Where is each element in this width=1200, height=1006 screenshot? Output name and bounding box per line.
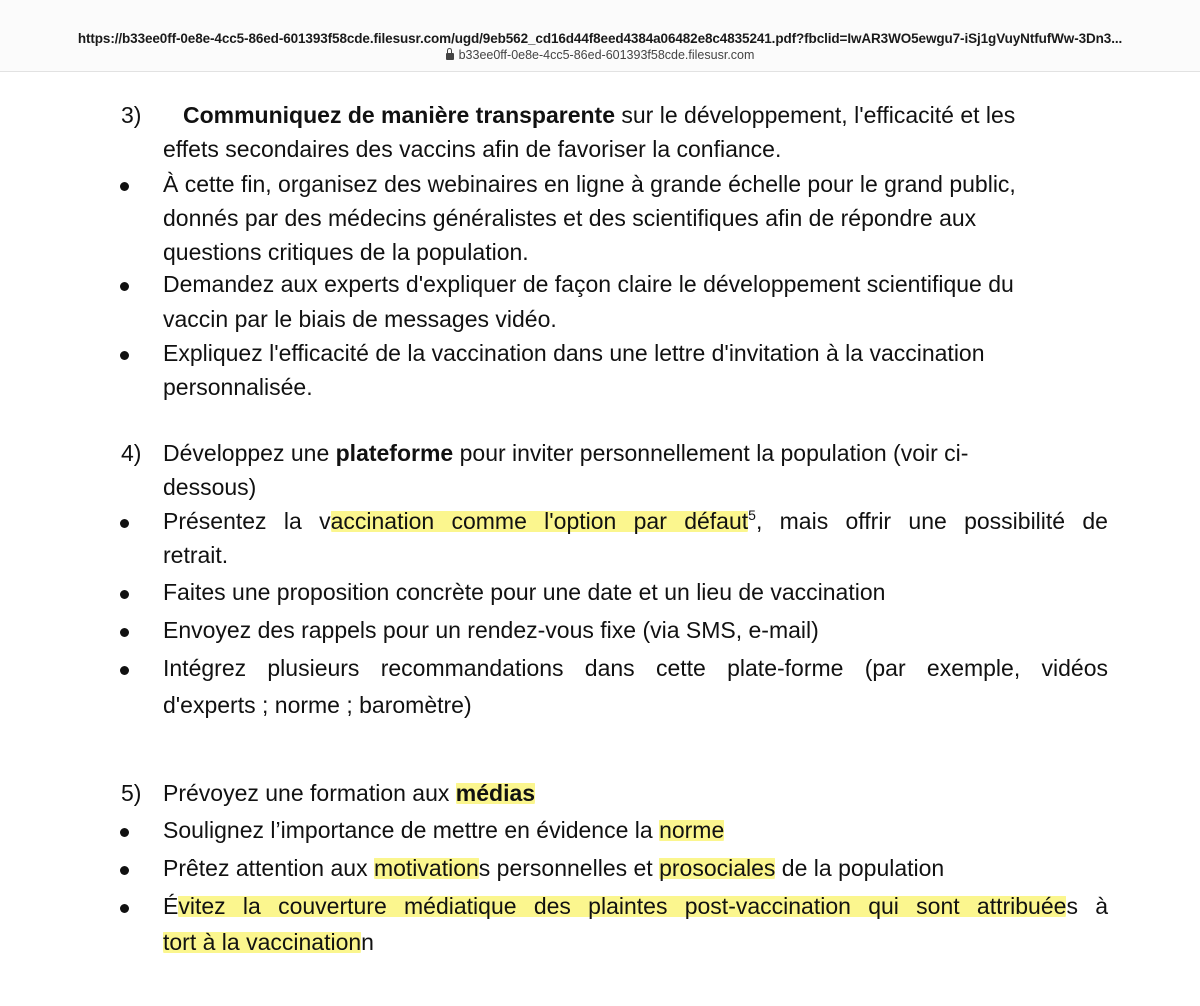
section-3-heading-bold: Communiquez de manière transparente	[183, 102, 615, 128]
section-4-heading-bold: plateforme	[335, 440, 454, 466]
url-text[interactable]: https://b33ee0ff-0e8e-4cc5-86ed-601393f58cde.filesusr.com/ugd/9eb562_cd16d44f8eed4384a06482e8c4835241.pdf?fbclid=IwAR3WO5ewgu7-iSj1gVuyNtfufWw-3Dn3...	[77, 31, 1123, 46]
section-5-bullet-2-post: de la population	[775, 855, 945, 881]
highlight-prosociales: prosociales	[659, 855, 776, 881]
section-3-bullet-1-line-3: questions critiques de la population.	[163, 239, 529, 265]
section-3-bullet-3-line-2: personnalisée.	[163, 374, 313, 400]
section-3-bullet-2-line-1: Demandez aux experts d'expliquer de façon claire le développement scientifique du	[163, 271, 1014, 297]
section-4-bullet-1-line-2: retrait.	[163, 542, 229, 568]
section-3-bullet-2-line-2: vaccin par le biais de messages vidéo.	[163, 306, 557, 332]
bullet-dot	[120, 628, 129, 637]
section-4-bullet-3: Envoyez des rappels pour un rendez-vous fixe (via SMS, e-mail)	[163, 617, 819, 643]
section-4-bullet-1-pre: Présentez la v	[163, 508, 331, 534]
url-domain	[0, 48, 1200, 62]
section-4-bullet-1-post: , mais offrir une possibilité de	[755, 508, 1108, 534]
highlight-norme: norme	[659, 817, 725, 843]
highlight-couverture-mediatique: vitez la couverture médiatique des plaintes post-vaccination qui sont attribuée	[178, 893, 1067, 919]
bullet-dot	[120, 666, 129, 675]
section-4-bullet-2: Faites une proposition concrète pour une date et un lieu de vaccination	[163, 579, 886, 605]
section-5-bullet-3-line-2-post: n	[361, 929, 374, 955]
section-4-heading	[163, 438, 968, 468]
highlight-motivation: motivation	[373, 855, 479, 881]
section-5-bullet-3-post: s à	[1066, 893, 1109, 919]
section-5-bullet-2-mid: s personnelles et	[478, 855, 660, 881]
section-5-bullet-2	[163, 853, 944, 883]
section-3-heading	[183, 100, 1015, 130]
section-5-heading	[163, 778, 535, 808]
bullet-dot	[120, 828, 129, 837]
section-4-heading-line2: dessous)	[163, 474, 257, 500]
section-5-bullet-3-line-2	[163, 927, 374, 957]
footnote-5: 5	[748, 507, 756, 523]
section-5-number: 5)	[121, 780, 142, 806]
browser-address-bar[interactable]	[0, 0, 1200, 72]
section-4-heading-pre: Développez une	[163, 440, 336, 466]
section-5-bullet-1	[163, 815, 724, 845]
bullet-dot	[120, 904, 129, 913]
bullet-dot	[120, 351, 129, 360]
domain-text: b33ee0ff-0e8e-4cc5-86ed-601393f58cde.filesusr.com	[458, 48, 755, 62]
section-4-heading-rest: pour inviter personnellement la population (voir ci-	[453, 440, 969, 466]
section-5-heading-pre: Prévoyez une formation aux	[163, 780, 456, 806]
section-3-heading-line2: effets secondaires des vaccins afin de favoriser la confiance.	[163, 136, 782, 162]
section-4-bullet-4-line-1: Intégrez plusieurs recommandations dans cette plate-forme (par exemple, vidéos	[163, 655, 1108, 681]
section-3-bullet-1-line-1: À cette fin, organisez des webinaires en ligne à grande échelle pour le grand public,	[163, 171, 1016, 197]
highlight-tort-vaccination: tort à la vaccination	[163, 929, 362, 955]
bullet-dot	[120, 282, 129, 291]
section-5-bullet-3-line-1	[163, 891, 1108, 921]
section-5-bullet-1-pre: Soulignez l’importance de mettre en évidence la	[163, 817, 660, 843]
section-4-bullet-1-line-1	[163, 506, 1108, 536]
section-3-heading-rest: sur le développement, l'efficacité et les	[615, 102, 1016, 128]
highlight-medias: médias	[455, 780, 536, 806]
pdf-document-page	[0, 72, 1200, 1006]
section-3-bullet-1-line-2: donnés par des médecins généralistes et des scientifiques afin de répondre aux	[163, 205, 977, 231]
bullet-dot	[120, 182, 129, 191]
bullet-dot	[120, 519, 129, 528]
section-5-bullet-2-pre: Prêtez attention aux	[163, 855, 374, 881]
lock-icon	[446, 53, 454, 60]
section-4-bullet-4-line-2: d'experts ; norme ; baromètre)	[163, 692, 472, 718]
bullet-dot	[120, 590, 129, 599]
section-4-number: 4)	[121, 440, 142, 466]
highlight-default-option: accination comme l'option par défaut	[330, 508, 749, 534]
section-5-bullet-3-pre: É	[163, 893, 179, 919]
bullet-dot	[120, 866, 129, 875]
section-3-number: 3)	[121, 102, 142, 128]
section-3-bullet-3-line-1: Expliquez l'efficacité de la vaccination dans une lettre d'invitation à la vaccination	[163, 340, 985, 366]
